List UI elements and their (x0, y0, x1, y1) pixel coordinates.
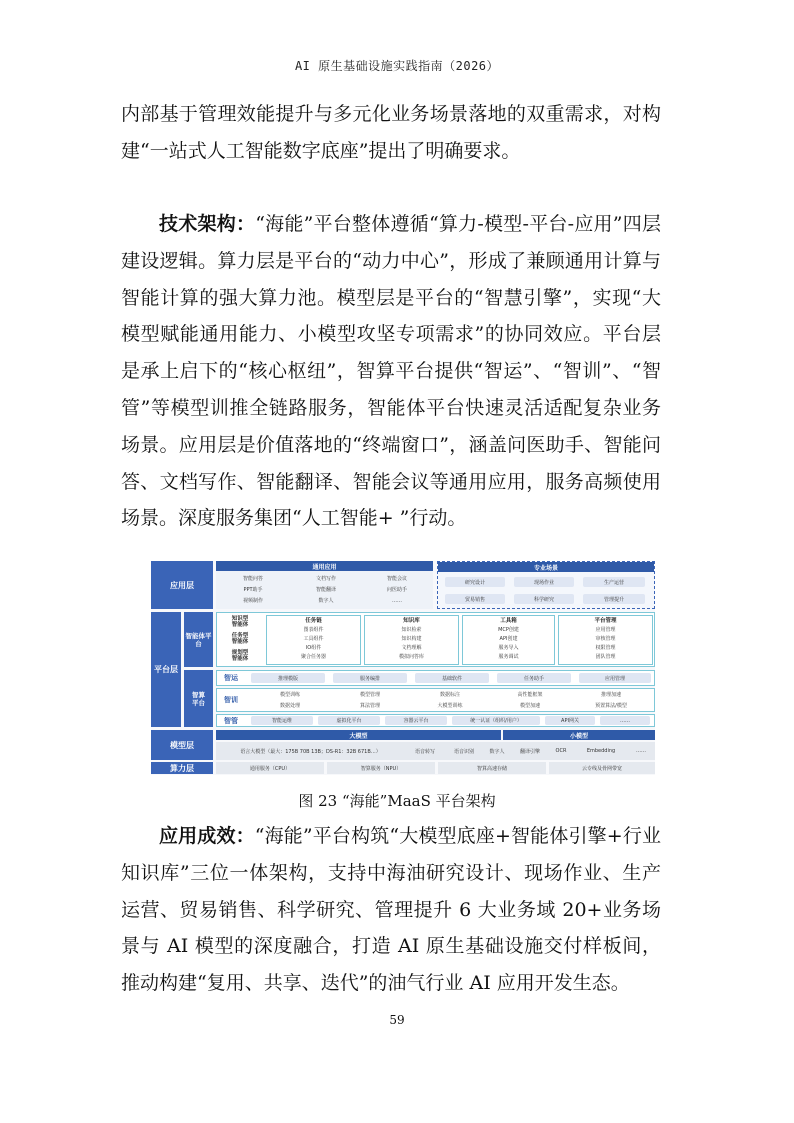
zhiguan-label: 智管 (224, 716, 238, 725)
agent-column-item: 图表组件 (303, 627, 324, 633)
small-model-item: 语音识别 (453, 748, 474, 755)
agent-column-item: 知识检索 (401, 627, 422, 633)
zhiguan-item: 统一认证（组织/用户） (452, 716, 540, 725)
compute-platform-label: 智算 平台 (184, 670, 213, 727)
compute-item: 智算服务（NPU） (327, 762, 435, 774)
layer-label-app: 应用层 (151, 561, 213, 609)
scenario-item: 现场作业 (514, 577, 574, 587)
scenario-item: 生产运营 (583, 577, 645, 587)
zhiyun-label: 智运 (224, 674, 238, 682)
paragraph-2-body: “海能”平台整体遵循“算力-模型-平台-应用”四层建设逻辑。算力层是平台的“动力中心”，形成了兼顾通用计算与智能计算的强大算力池。模型层是平台的“智慧引擎”，实现“大模型赋能通用能力、小模型攻坚专项需求”的协同效应。平台层是承上启下的“核心枢纽”，智算平台提供“智运”、“智训”、“智管”等模型训推全链路服务，智能体平台快速灵活适配复杂业务场景。应用层是价值落地的“终端窗口”，涵盖问医助手、智能问答、文档写作、智能翻译、智能会议等通用应用，服务高频使用场景。深度服务集团“人工智能+ ”行动。 (121, 213, 661, 530)
agent-column-title: 工具箱 (500, 618, 517, 624)
zhixun-item: 预置算法/模型 (595, 703, 627, 709)
big-model-title: 大模型 (216, 730, 501, 740)
agent-column-item: 模拟问答库 (398, 654, 424, 660)
compute-item: 通用服务（CPU） (216, 762, 324, 774)
paragraph-technical-architecture (121, 206, 661, 537)
scenarios-title: 专业场景 (438, 562, 654, 572)
zhiguan-item: API网关 (545, 716, 595, 725)
zhiguan-item: 容器云平台 (385, 716, 447, 725)
agent-column-item: 权限管理 (595, 645, 616, 651)
zhiguan-item: 虚拟化平台 (318, 716, 380, 725)
zhixun-item: 数据处理 (279, 703, 300, 709)
agent-type: 规划型 智能体 (231, 650, 249, 662)
scenario-item: 科学研究 (514, 594, 574, 604)
agent-type: 知识型 智能体 (231, 616, 249, 628)
paragraph-results (121, 818, 661, 1002)
zhixun-label: 智训 (224, 696, 238, 704)
zhixun-item: 模型加速 (519, 703, 540, 709)
compute-item: 云专线及骨网带宽 (549, 762, 655, 774)
paragraph-1-text: 内部基于管理效能提升与多元化业务场景落地的双重需求，对构建“一站式人工智能数字底座”提出了明确要求。 (121, 103, 661, 162)
paragraph-1 (121, 96, 661, 170)
agent-column-item: IO组件 (305, 645, 322, 651)
zhiguan-item: 智能运维 (251, 716, 313, 725)
figure-caption: 图 23 “海能”MaaS 平台架构 (298, 792, 496, 810)
zhiyun-item: 任务助手 (497, 673, 571, 683)
paragraph-2-text (121, 206, 661, 537)
scenario-item: 研究设计 (445, 577, 505, 587)
agent-column-title: 平台管理 (594, 618, 617, 624)
zhiyun-item: 服务编排 (333, 673, 407, 683)
small-model-item: OCR (555, 748, 567, 754)
agent-column-item: API创建 (499, 636, 518, 642)
agent-column-item: 服务调试 (498, 654, 519, 660)
general-app-item: 文档写作 (315, 576, 336, 582)
zhixun-item: 大模型训练 (437, 703, 463, 709)
agent-column-item: MCP创建 (498, 627, 519, 633)
small-model-item: 数字人 (489, 748, 505, 755)
agent-column-item: 应用管理 (595, 627, 616, 633)
scenario-item: 管理提升 (583, 594, 645, 604)
zhixun-item: 推理加速 (600, 692, 621, 698)
agent-column-item: 团队管理 (595, 654, 616, 660)
big-model-extra: 语音转写 (414, 748, 435, 755)
general-app-item: 智能翻译 (315, 587, 336, 593)
maas-architecture-figure (151, 561, 655, 775)
agent-column-title: 知识库 (403, 618, 420, 624)
agent-column-item: 工具组件 (303, 636, 324, 642)
page-header: AI 原生基础设施实践指南（2026） (294, 59, 500, 73)
agent-column-item: 文档理解 (401, 645, 422, 651)
zhixun-item: 高性能框架 (517, 692, 543, 698)
paragraph-3-body: “海能”平台构筑“大模型底座+智能体引擎+行业知识库”三位一体架构，支持中海油研究设计、现场作业、生产运营、贸易销售、科学研究、管理提升 6 大业务域 20+业务场景与 AI 模型的深度融合，打造 AI 原生基础设施交付样板间，推动构建“复用、共享、迭代”的油气行业 AI 应用开发生态。 (121, 825, 661, 995)
small-model-item: 翻译引擎 (519, 748, 540, 755)
small-model-item: …… (636, 748, 646, 754)
general-app-item: 问医助手 (386, 587, 407, 593)
small-model-title: 小模型 (503, 730, 655, 740)
small-model-item: Embedding (586, 748, 616, 754)
paragraph-3-lead: 应用成效： (159, 825, 255, 847)
zhixun-item: 算法管理 (359, 703, 380, 709)
general-app-item: 视频制作 (242, 598, 263, 604)
paragraph-3-text (121, 818, 661, 1002)
general-app-item: PPT助手 (243, 587, 263, 593)
general-apps-title: 通用应用 (216, 561, 433, 571)
agent-column-item: 服务导入 (498, 645, 519, 651)
zhixun-item: 模型训练 (279, 692, 300, 698)
page-number: 59 (389, 1013, 405, 1027)
general-app-item: …… (392, 597, 402, 604)
big-model-item: 语言大模型（最大：175B 70B 13B；DS-R1：32B 671B…） (240, 748, 381, 755)
agent-platform-label: 智能体平台 (184, 612, 213, 667)
general-app-item: 智能问答 (242, 576, 263, 582)
agent-column-item: 聚合任务器 (300, 654, 326, 660)
zhixun-item: 模型管理 (359, 692, 380, 698)
agent-type: 任务型 智能体 (231, 633, 249, 645)
agent-column-item: 知识构建 (401, 636, 422, 642)
zhiyun-item: 推理模版 (251, 673, 325, 683)
general-app-item: 智能会议 (386, 576, 407, 582)
general-app-item: 数字人 (318, 598, 334, 604)
agent-column-item: 审核管理 (595, 636, 616, 642)
zhixun-item: 数据标注 (439, 692, 460, 698)
zhiguan-item: …… (600, 716, 650, 725)
agent-column-title: 任务链 (305, 618, 322, 624)
zhiyun-item: 应用管理 (579, 673, 651, 683)
paragraph-2-lead: 技术架构： (159, 213, 256, 235)
layer-label-compute: 算力层 (151, 762, 213, 774)
layer-label-model: 模型层 (151, 730, 213, 760)
compute-item: 智算高速存储 (438, 762, 546, 774)
layer-label-platform: 平台层 (151, 612, 181, 727)
scenario-item: 贸易销售 (445, 594, 505, 604)
zhiyun-item: 基础软件 (415, 673, 489, 683)
